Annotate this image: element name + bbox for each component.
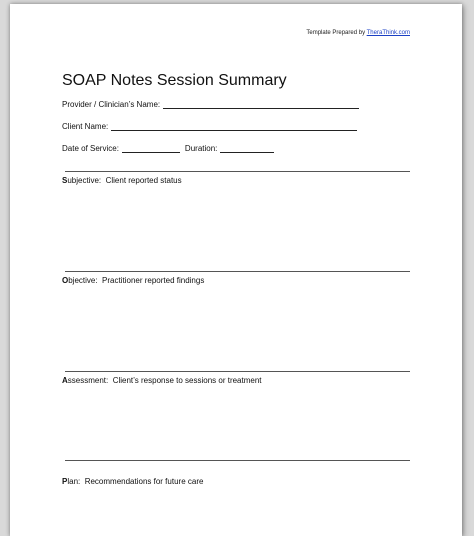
plan-section [62,477,203,486]
provider-label: Provider / Clinician’s Name: [62,100,161,109]
subjective-description: Client reported status [105,176,182,185]
objective-description: Practitioner reported findings [102,276,205,285]
date-duration-field [62,144,274,153]
provider-blank[interactable] [163,100,359,109]
assessment-label: ssessment: [67,376,109,385]
client-field [62,122,357,131]
objective-label: bjective: [68,276,98,285]
template-credit [306,30,410,36]
document-title: SOAP Notes Session Summary [62,72,287,89]
duration-label: Duration: [184,144,218,153]
assessment-description: Client’s response to sessions or treatment [112,376,262,385]
divider [65,371,410,372]
plan-letter: P [62,477,68,486]
credit-text: Template Prepared by [306,30,366,36]
objective-section [62,276,204,285]
provider-field [62,100,359,109]
subjective-section [62,176,182,185]
divider [65,460,410,461]
plan-label: lan: [67,477,81,486]
divider [65,271,410,272]
objective-letter: O [62,276,69,285]
plan-description: Recommendations for future care [84,477,204,486]
duration-blank[interactable] [220,144,274,153]
document-page [10,4,462,536]
date-blank[interactable] [122,144,180,153]
credit-link[interactable]: TheraThink.com [366,30,410,36]
client-label: Client Name: [62,122,109,131]
assessment-section [62,376,262,385]
date-label: Date of Service: [62,144,119,153]
subjective-letter: S [62,176,68,185]
assessment-letter: A [62,376,68,385]
divider [65,171,410,172]
subjective-label: ubjective: [67,176,102,185]
client-blank[interactable] [111,122,357,131]
